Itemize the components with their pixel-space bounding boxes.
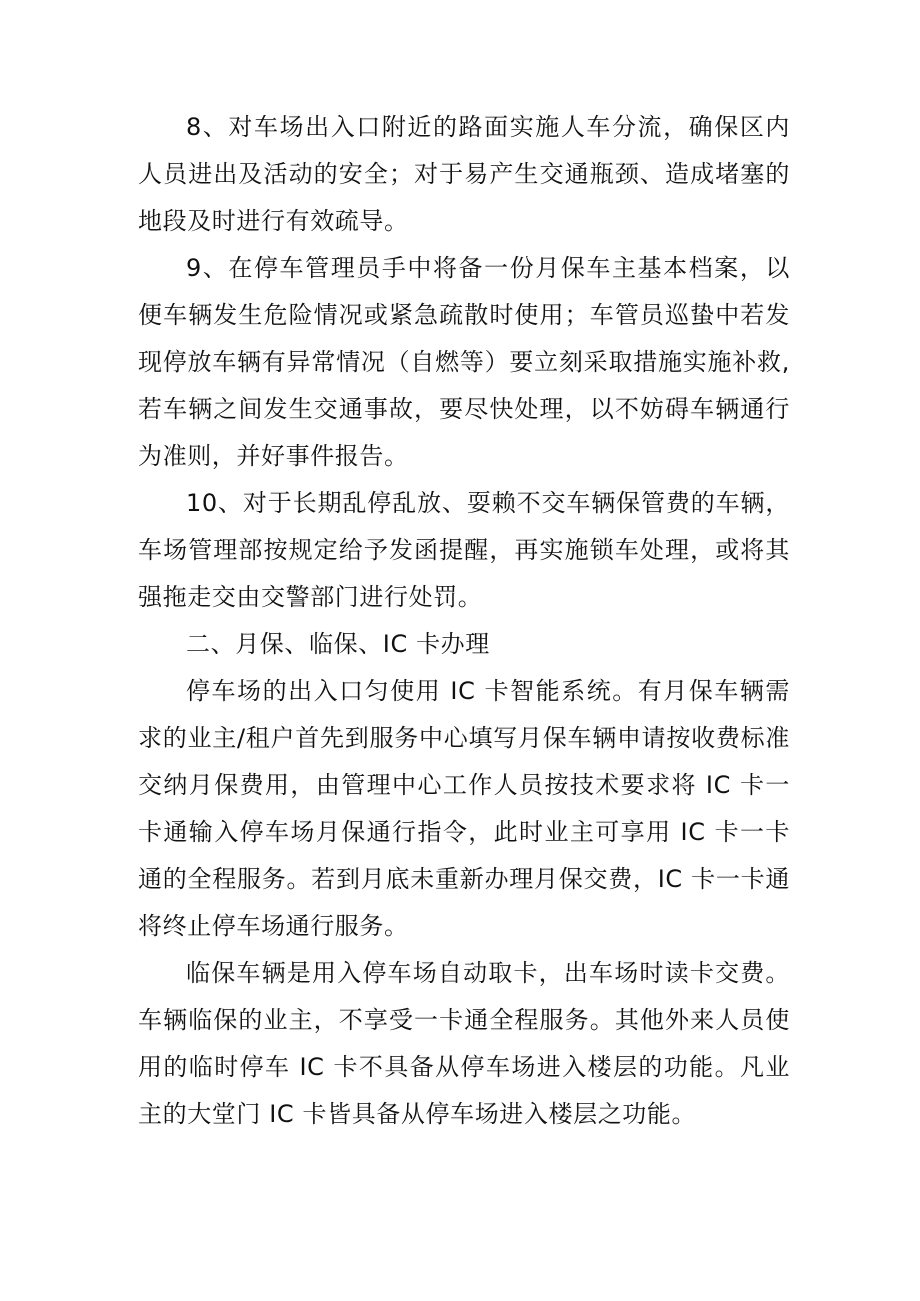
document-body [138,104,790,1138]
paragraph-item-8: 8、对车场出入口附近的路面实施人车分流，确保区内人员进出及活动的安全；对于易产生交通瓶颈、造成堵塞的地段及时进行有效疏导。 [138,113,790,235]
paragraph-temporary-parking: 临保车辆是用入停车场自动取卡，出车场时读卡交费。车辆临保的业主，不享受一卡通全程服务。其他外来人员使用的临时停车 IC 卡不具备从停车场进入楼层的功能。凡业主的大堂门 IC 卡皆具备从停车场进入楼层之功能。 [138,959,790,1128]
paragraph-item-10: 10、对于长期乱停乱放、耍赖不交车辆保管费的车辆，车场管理部按规定给予发函提醒，再实施锁车处理，或将其强拖走交由交警部门进行处罚。 [138,489,790,611]
section-heading: 二、月保、临保、IC 卡办理 [186,630,490,658]
paragraph-ic-card-system: 停车场的出入口匀使用 IC 卡智能系统。有月保车辆需求的业主/租户首先到服务中心填写月保车辆申请按收费标准交纳月保费用，由管理中心工作人员按技术要求将 IC 卡一卡通输入停车场月保通行指令，此时业主可享用 IC 卡一卡通的全程服务。若到月底未重新办理月保交费，IC 卡一卡通将终止停车场通行服务。 [138,677,790,940]
paragraph-item-9: 9、在停车管理员手中将备一份月保车主基本档案，以便车辆发生危险情况或紧急疏散时使用；车管员巡蛰中若发现停放车辆有异常情况（自燃等）要立刻采取措施实施补救,若车辆之间发生交通事故，要尽快处理，以不妨碍车辆通行为准则，并好事件报告。 [138,254,790,470]
